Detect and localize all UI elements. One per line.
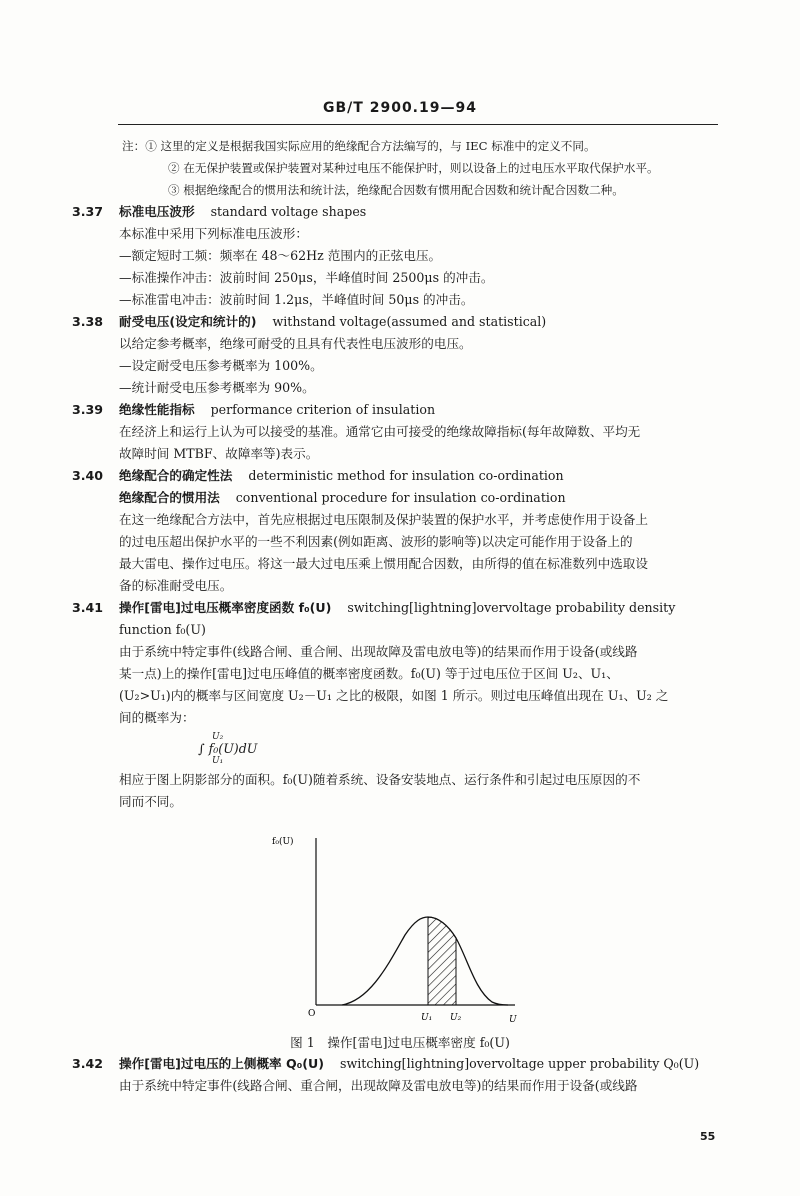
text-line: 本标准中采用下列标准电压波形： xyxy=(119,226,308,241)
text-line: 在经济上和运行上认为可以接受的基准。通常它由可接受的绝缘故障指标(每年故障数、平均无 xyxy=(119,424,641,439)
text-line: 相应于图上阴影部分的面积。f₀(U)随着系统、设备安装地点、运行条件和引起过电压原因的不 xyxy=(119,772,641,787)
term-number: 3.37 xyxy=(72,204,104,219)
term-title-zh: 操作[雷电]过电压概率密度函数 f₀(U) xyxy=(119,600,332,615)
term-title-zh: 操作[雷电]过电压的上侧概率 Q₀(U) xyxy=(119,1056,324,1071)
text-line: —统计耐受电压参考概率为 90%。 xyxy=(119,380,315,395)
text-line: 同而不同。 xyxy=(119,794,182,809)
text-line: 备的标准耐受电压。 xyxy=(119,578,233,593)
integral-upper: U₂ xyxy=(212,732,224,742)
term-title-en: withstand voltage(assumed and statistical) xyxy=(272,314,547,329)
term-3-40-alt xyxy=(72,487,732,509)
integral-formula xyxy=(72,729,732,769)
term-title-en: switching[lightning]overvoltage upper probability Q₀(U) xyxy=(339,1056,700,1071)
figure-1 xyxy=(270,830,540,1030)
text-line: —标准雷电冲击：波前时间 1.2μs，半峰值时间 50μs 的冲击。 xyxy=(119,292,474,307)
integral-expression: ∫ f₀(U)dU xyxy=(198,741,258,756)
text-line: 由于系统中特定事件(线路合闸、重合闸，出现故障及雷电放电等)的结果而作用于设备(或线路 xyxy=(119,1078,638,1093)
body-text-continued xyxy=(72,1053,732,1097)
u2-label: U₂ xyxy=(450,1013,462,1023)
text-line: 间的概率为： xyxy=(119,710,195,725)
term-title-zh: 绝缘配合的确定性法 xyxy=(119,468,233,483)
term-number: 3.40 xyxy=(72,468,104,483)
integral-lower: U₁ xyxy=(212,756,224,766)
density-curve xyxy=(342,917,508,1005)
note-1: 注：① 这里的定义是根据我国实际应用的绝缘配合方法编写的，与 IEC 标准中的定义不同。 xyxy=(122,139,596,153)
term-title-en: switching[lightning]overvoltage probability density xyxy=(347,600,676,615)
standard-header: GB/T 2900.19—94 xyxy=(323,100,477,116)
term-title-zh: 耐受电压(设定和统计的) xyxy=(119,314,257,329)
shaded-area xyxy=(428,917,456,1005)
term-title-en-alt: conventional procedure for insulation co-ordination xyxy=(235,490,566,505)
text-line: 以给定参考概率，绝缘可耐受的且具有代表性电压波形的电压。 xyxy=(119,336,472,351)
term-title-en: deterministic method for insulation co-ordination xyxy=(248,468,564,483)
text-line: 在这一绝缘配合方法中，首先应根据过电压限制及保护装置的保护水平，并考虑使作用于设备上 xyxy=(119,512,648,527)
term-number: 3.39 xyxy=(72,402,104,417)
term-3-37 xyxy=(72,201,732,223)
figure-caption: 图 1 操作[雷电]过电压概率密度 f₀(U) xyxy=(290,1035,510,1050)
origin-label: O xyxy=(308,1009,316,1019)
page-number: 55 xyxy=(700,1130,716,1143)
y-axis-label: f₀(U) xyxy=(272,837,294,847)
term-title-en: performance criterion of insulation xyxy=(210,402,436,417)
term-3-42 xyxy=(72,1053,732,1075)
body-text xyxy=(72,135,732,813)
text-line: —标准操作冲击：波前时间 250μs，半峰值时间 2500μs 的冲击。 xyxy=(119,270,494,285)
term-title-en: standard voltage shapes xyxy=(210,204,367,219)
term-3-38 xyxy=(72,311,732,333)
text-line: 某一点)上的操作[雷电]过电压峰值的概率密度函数。f₀(U) 等于过电压位于区间 U₂、U₁、 xyxy=(119,666,619,681)
term-number: 3.38 xyxy=(72,314,104,329)
term-3-41 xyxy=(72,597,732,619)
x-axis-label: U xyxy=(509,1015,517,1025)
text-line: (U₂>U₁)内的概率与区间宽度 U₂－U₁ 之比的极限，如图 1 所示。则过电压峰值出现在 U₁、U₂ 之 xyxy=(119,688,669,703)
text-line: 最大雷电、操作过电压。将这一最大过电压乘上惯用配合因数，由所得的值在标准数列中选取设 xyxy=(119,556,648,571)
term-title-en-cont: function f₀(U) xyxy=(119,622,206,637)
term-number: 3.41 xyxy=(72,600,104,615)
term-title-zh-alt: 绝缘配合的惯用法 xyxy=(119,490,220,505)
header-rule xyxy=(118,124,718,125)
text-line: 由于系统中特定事件(线路合闸、重合闸、出现故障及雷电放电等)的结果而作用于设备(或线路 xyxy=(119,644,638,659)
note-2: ② 在无保护装置或保护装置对某种过电压不能保护时，则以设备上的过电压水平取代保护水平。 xyxy=(168,161,659,175)
term-title-zh: 绝缘性能指标 xyxy=(119,402,195,417)
u1-label: U₁ xyxy=(421,1013,433,1023)
text-line: 故障时间 MTBF、故障率等)表示。 xyxy=(119,446,319,461)
note-3: ③ 根据绝缘配合的惯用法和统计法，绝缘配合因数有惯用配合因数和统计配合因数二种。 xyxy=(168,183,624,197)
term-title-zh: 标准电压波形 xyxy=(119,204,195,219)
text-line: —额定短时工频：频率在 48～62Hz 范围内的正弦电压。 xyxy=(119,248,442,263)
text-line: —设定耐受电压参考概率为 100%。 xyxy=(119,358,323,373)
term-number: 3.42 xyxy=(72,1056,104,1071)
text-line: 的过电压超出保护水平的一些不利因素(例如距离、波形的影响等)以决定可能作用于设备上的 xyxy=(119,534,633,549)
term-3-39 xyxy=(72,399,732,421)
term-3-40 xyxy=(72,465,732,487)
